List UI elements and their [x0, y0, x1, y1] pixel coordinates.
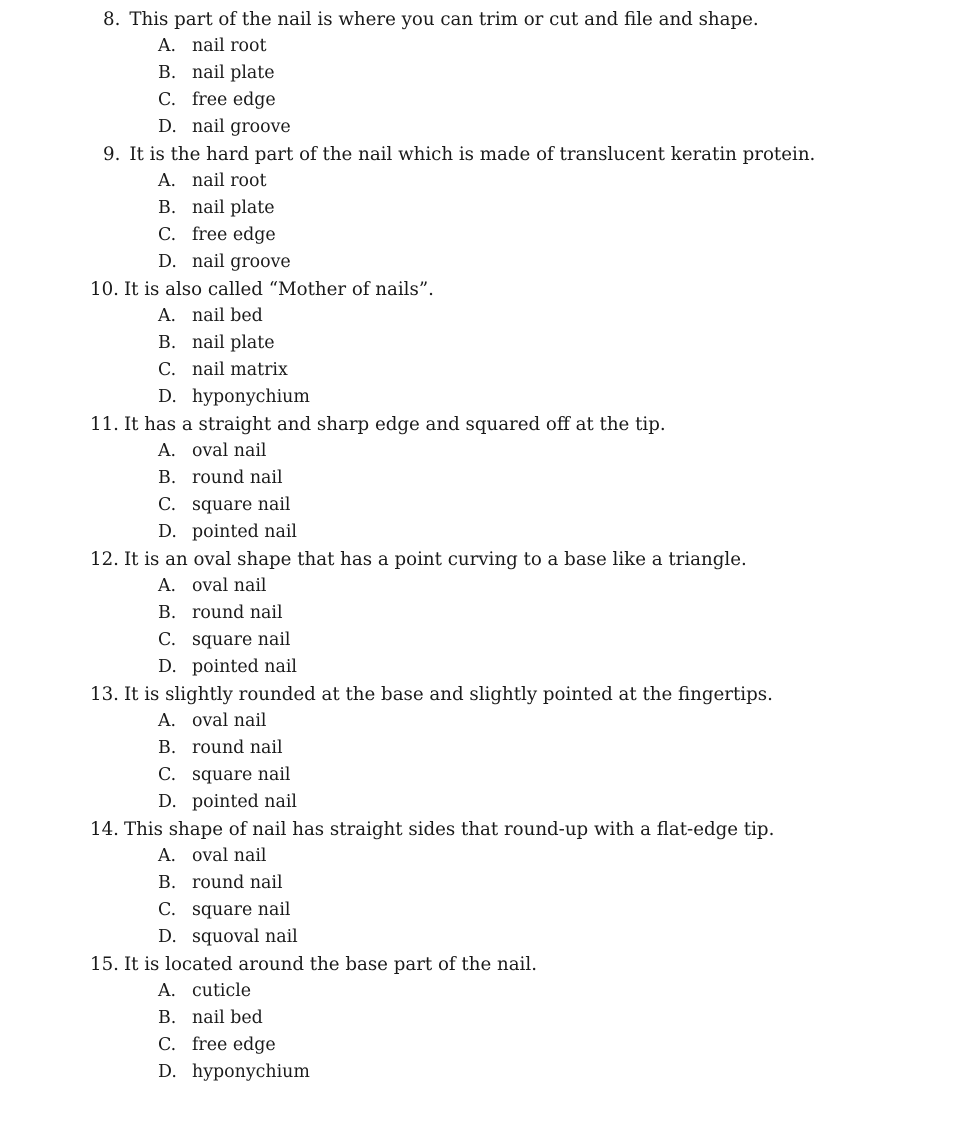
- answer-option[interactable]: [0, 978, 957, 1005]
- option-letter: D.: [158, 117, 177, 137]
- question-number: 11.: [90, 414, 119, 435]
- option-text: nail bed: [192, 306, 263, 326]
- option-letter: A.: [158, 306, 177, 326]
- question-list: [0, 6, 957, 1086]
- option-letter: B.: [158, 603, 177, 623]
- option-text: nail plate: [192, 333, 275, 353]
- option-letter: B.: [158, 873, 177, 893]
- question-number: 10.: [90, 279, 119, 300]
- answer-option[interactable]: [0, 114, 957, 141]
- question-block: [0, 546, 957, 681]
- option-text: hyponychium: [192, 387, 310, 407]
- answer-option[interactable]: [0, 357, 957, 384]
- option-text: nail matrix: [192, 360, 288, 380]
- answer-option[interactable]: [0, 870, 957, 897]
- option-text: square nail: [192, 900, 291, 920]
- option-letter: C.: [158, 90, 177, 110]
- answer-option[interactable]: [0, 1005, 957, 1032]
- question-text: It has a straight and sharp edge and squared off at the tip.: [123, 414, 666, 435]
- option-letter: C.: [158, 360, 177, 380]
- answer-option[interactable]: [0, 789, 957, 816]
- option-letter: C.: [158, 1035, 177, 1055]
- answer-option[interactable]: [0, 1032, 957, 1059]
- option-letter: B.: [158, 63, 177, 83]
- option-text: round nail: [192, 603, 283, 623]
- question-line: [0, 141, 957, 168]
- option-letter: B.: [158, 1008, 177, 1028]
- question-line: [0, 276, 957, 303]
- option-text: pointed nail: [192, 657, 297, 677]
- question-block: [0, 6, 957, 141]
- question-block: [0, 411, 957, 546]
- option-text: cuticle: [192, 981, 252, 1001]
- option-letter: B.: [158, 468, 177, 488]
- option-text: round nail: [192, 468, 283, 488]
- option-letter: A.: [158, 441, 177, 461]
- option-text: nail plate: [192, 198, 275, 218]
- option-text: nail root: [192, 36, 267, 56]
- option-letter: D.: [158, 522, 177, 542]
- option-text: free edge: [192, 1035, 276, 1055]
- option-letter: D.: [158, 1062, 177, 1082]
- question-block: [0, 276, 957, 411]
- question-block: [0, 951, 957, 1086]
- option-letter: B.: [158, 333, 177, 353]
- option-text: square nail: [192, 765, 291, 785]
- option-text: nail groove: [192, 252, 291, 272]
- option-letter: C.: [158, 225, 177, 245]
- option-text: square nail: [192, 630, 291, 650]
- option-letter: A.: [158, 576, 177, 596]
- option-text: pointed nail: [192, 522, 297, 542]
- option-text: pointed nail: [192, 792, 297, 812]
- option-letter: C.: [158, 495, 177, 515]
- answer-option[interactable]: [0, 1059, 957, 1086]
- question-text: This part of the nail is where you can trim or cut and file and shape.: [129, 9, 759, 30]
- answer-option[interactable]: [0, 708, 957, 735]
- quiz-page: [0, 6, 957, 1086]
- answer-option[interactable]: [0, 735, 957, 762]
- option-text: oval nail: [192, 441, 267, 461]
- option-letter: D.: [158, 657, 177, 677]
- option-letter: D.: [158, 927, 177, 947]
- question-line: [0, 681, 957, 708]
- option-text: square nail: [192, 495, 291, 515]
- answer-option[interactable]: [0, 195, 957, 222]
- answer-option[interactable]: [0, 249, 957, 276]
- answer-option[interactable]: [0, 492, 957, 519]
- option-text: round nail: [192, 873, 283, 893]
- option-letter: D.: [158, 387, 177, 407]
- option-text: nail groove: [192, 117, 291, 137]
- option-letter: C.: [158, 630, 177, 650]
- answer-option[interactable]: [0, 762, 957, 789]
- answer-option[interactable]: [0, 222, 957, 249]
- option-letter: B.: [158, 738, 177, 758]
- answer-option[interactable]: [0, 627, 957, 654]
- option-text: nail bed: [192, 1008, 263, 1028]
- option-text: free edge: [192, 225, 276, 245]
- question-line: [0, 6, 957, 33]
- option-text: round nail: [192, 738, 283, 758]
- question-number: 8.: [103, 9, 121, 30]
- option-letter: C.: [158, 765, 177, 785]
- question-number: 15.: [90, 954, 119, 975]
- answer-option[interactable]: [0, 330, 957, 357]
- option-letter: A.: [158, 846, 177, 866]
- option-text: nail plate: [192, 63, 275, 83]
- answer-option[interactable]: [0, 168, 957, 195]
- question-line: [0, 816, 957, 843]
- question-number: 9.: [103, 144, 121, 165]
- option-letter: D.: [158, 252, 177, 272]
- answer-option[interactable]: [0, 33, 957, 60]
- question-text: This shape of nail has straight sides that round-up with a flat-edge tip.: [123, 819, 775, 840]
- question-text: It is an oval shape that has a point curving to a base like a triangle.: [123, 549, 747, 570]
- question-block: [0, 141, 957, 276]
- question-line: [0, 411, 957, 438]
- option-text: oval nail: [192, 711, 267, 731]
- answer-option[interactable]: [0, 897, 957, 924]
- option-text: hyponychium: [192, 1062, 310, 1082]
- question-number: 13.: [90, 684, 119, 705]
- question-number: 12.: [90, 549, 119, 570]
- answer-option[interactable]: [0, 384, 957, 411]
- answer-option[interactable]: [0, 303, 957, 330]
- option-letter: A.: [158, 981, 177, 1001]
- question-block: [0, 816, 957, 951]
- answer-option[interactable]: [0, 60, 957, 87]
- option-letter: D.: [158, 792, 177, 812]
- question-text: It is the hard part of the nail which is made of translucent keratin protein.: [129, 144, 816, 165]
- answer-option[interactable]: [0, 600, 957, 627]
- question-line: [0, 951, 957, 978]
- option-letter: A.: [158, 36, 177, 56]
- option-letter: A.: [158, 171, 177, 191]
- option-text: oval nail: [192, 846, 267, 866]
- answer-option[interactable]: [0, 438, 957, 465]
- question-text: It is located around the base part of the nail.: [123, 954, 537, 975]
- answer-option[interactable]: [0, 465, 957, 492]
- question-block: [0, 681, 957, 816]
- question-number: 14.: [90, 819, 119, 840]
- answer-option[interactable]: [0, 843, 957, 870]
- answer-option[interactable]: [0, 87, 957, 114]
- question-text: It is also called “Mother of nails”.: [123, 279, 434, 300]
- question-line: [0, 546, 957, 573]
- answer-option[interactable]: [0, 573, 957, 600]
- option-text: nail root: [192, 171, 267, 191]
- answer-option[interactable]: [0, 519, 957, 546]
- answer-option[interactable]: [0, 654, 957, 681]
- option-letter: C.: [158, 900, 177, 920]
- option-text: oval nail: [192, 576, 267, 596]
- option-letter: A.: [158, 711, 177, 731]
- option-text: squoval nail: [192, 927, 298, 947]
- question-text: It is slightly rounded at the base and slightly pointed at the fingertips.: [123, 684, 773, 705]
- answer-option[interactable]: [0, 924, 957, 951]
- option-letter: B.: [158, 198, 177, 218]
- option-text: free edge: [192, 90, 276, 110]
